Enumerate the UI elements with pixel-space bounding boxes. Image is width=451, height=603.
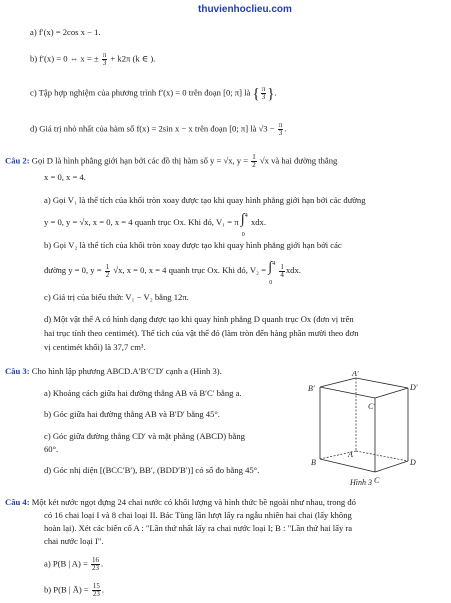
- vertex-label-a-prime: A′: [352, 371, 359, 378]
- q2-stem-line1: Câu 2: Gọi D là hình phẳng giới hạn bởi các đồ thị hàm số y = √x, y = $\frac{1}{2}$ √x và hai đường thẳng: [5, 153, 338, 169]
- q1-option-b: [30, 52, 155, 67]
- q1-option-c: c) Tập hợp nghiệm của phương trình f′(x) = 0 trên đoạn [0; π] là { $\frac{\pi}{3}$ }.: [30, 85, 277, 102]
- q1-b-fraction: $\frac{\pi}{3}$: [102, 51, 107, 67]
- q4-stem-text: Một két nước ngọt đựng 24 chai nước có khối lượng và hình thức bề ngoài như nhau, trong đó: [31, 497, 356, 507]
- vertex-label-b: B: [311, 458, 316, 467]
- q2-option-d-line1: d) Một vật thể A có hình dạng được tạo khi quay hình phẳng D quanh trục Ox (đơn vị trên: [44, 314, 354, 324]
- figure-caption: Hình 3: [350, 478, 372, 487]
- q2-option-c: c) Giá trị của biểu thức V₁ − V₂ bằng 12π.: [44, 292, 189, 302]
- q2-option-b-line2: đường y = 0, y = $\frac{1}{2}$ √x, x = 0, x = 4 quanh trục Ox. Khi đó, V₂ = 4 ∫ 0 $\frac{1}{4}$ xdx.: [44, 260, 301, 286]
- q3-option-d: d) Góc nhị diện [(BCC′B′), BB′, (BDD′B′)] có số đo bằng 45°.: [44, 465, 260, 475]
- vertex-label-a: A: [348, 450, 353, 459]
- q2-b-text: đường y = 0, y =: [44, 264, 102, 275]
- q3-label: Câu 3:: [5, 366, 30, 376]
- q4-b-text: b) P(B | Ā) =: [44, 584, 89, 595]
- q3-option-c-line1: c) Góc giữa đường thẳng CD′ và mặt phẳng (ABCD) bằng: [44, 431, 245, 441]
- q4-option-b: b) P(B | Ā) = $\frac{15}{23}$ .: [44, 582, 105, 598]
- q4-stem-line4: chai nước loại I".: [44, 536, 104, 546]
- q1-c-text: c) Tập hợp nghiệm của phương trình f′(x) = 0 trên đoạn [0; π] là: [30, 87, 251, 98]
- vertex-label-c: C: [374, 476, 380, 485]
- q2-stem-line2: x = 0, x = 4.: [44, 172, 86, 182]
- q2-option-d-line2: hai trục tính theo centimét). Thể tích của vật thể đó (làm tròn đến hàng phần mười theo đơn: [44, 328, 359, 338]
- q1-option-a: a) f′(x) = 2cos x − 1.: [30, 27, 101, 37]
- q2-stem-fraction: $\frac{1}{2}$: [252, 153, 256, 169]
- q4-stem-line2: có 16 chai loại I và 8 chai loại II. Bác Tùng lần lượt lấy ra ngẫu nhiên hai chai (lấy không: [44, 510, 352, 520]
- cube-figure: [296, 371, 418, 488]
- q4-stem-line3: hoàn lại). Xét các biến cố A : "Lần thứ nhất lấy ra chai nước loại I; B : "Lần thứ hai lấy ra: [44, 523, 353, 533]
- vertex-label-d-prime: D′: [410, 383, 418, 392]
- q1-c-set: $\frac{\pi}{3}$: [261, 85, 266, 101]
- q4-stem-line1: [5, 497, 356, 507]
- q4-label: Câu 4:: [5, 497, 30, 507]
- q2-a-formula: y = 0, y = √x, x = 0, x = 4 quanh trục Ox. Khi đó, V₁ = π: [44, 216, 239, 227]
- q3-option-c-line2: 60°.: [44, 444, 59, 454]
- q3-stem-text: Cho hình lập phương ABCD.A′B′C′D′ cạnh a (Hình 3).: [31, 366, 222, 376]
- vertex-label-c-prime: C′: [368, 402, 376, 411]
- q1-d-text: d) Giá trị nhỏ nhất của hàm số f(x) = 2sin x − x trên đoạn [0; π] là √3 −: [30, 123, 275, 134]
- q2-option-a-line2: y = 0, y = √x, x = 0, x = 4 quanh trục Ox. Khi đó, V₁ = π 4 ∫ 0 xdx.: [44, 212, 266, 238]
- q2-option-a-line1: a) Gọi V₁ là thể tích của khối tròn xoay được tạo khi quay hình phẳng giới hạn bởi các đường: [44, 195, 366, 205]
- q1-option-d: d) Giá trị nhỏ nhất của hàm số f(x) = 2sin x − x trên đoạn [0; π] là √3 − $\frac{\pi}{3}$ .: [30, 121, 287, 137]
- q3-option-b: b) Góc giữa hai đường thẳng AB và B′D′ bằng 45°.: [44, 409, 220, 419]
- q4-option-a: a) P(B | A) = $\frac{16}{23}$ .: [44, 556, 104, 572]
- q2-stem-text: Gọi D là hình phẳng giới hạn bởi các đồ thị hàm số y = √x, y =: [31, 155, 249, 166]
- q1-b-text-end: + k2π (k ∈ ).: [110, 53, 156, 64]
- q3-stem: [5, 366, 222, 376]
- q3-option-a: a) Khoảng cách giữa hai đường thẳng AB và B′C′ bằng a.: [44, 388, 242, 398]
- vertex-label-d: D: [410, 458, 416, 467]
- q2-label: Câu 2:: [5, 155, 30, 166]
- q1-d-fraction: $\frac{\pi}{3}$: [278, 121, 283, 137]
- vertex-label-b-prime: B′: [308, 384, 315, 393]
- watermark: thuvienhoclieu.com: [198, 4, 292, 15]
- q4-a-text: a) P(B | A) =: [44, 558, 88, 569]
- q2-option-b-line1: b) Gọi V₂ là thể tích của khối tròn xoay được tạo khi quay hình phẳng giới hạn bởi các: [44, 240, 342, 250]
- q2-option-d-line3: vị centimét khối) là 37,7 cm³.: [44, 342, 146, 352]
- q1-b-text: b) f′(x) = 0 ⇔ x = ±: [30, 53, 99, 64]
